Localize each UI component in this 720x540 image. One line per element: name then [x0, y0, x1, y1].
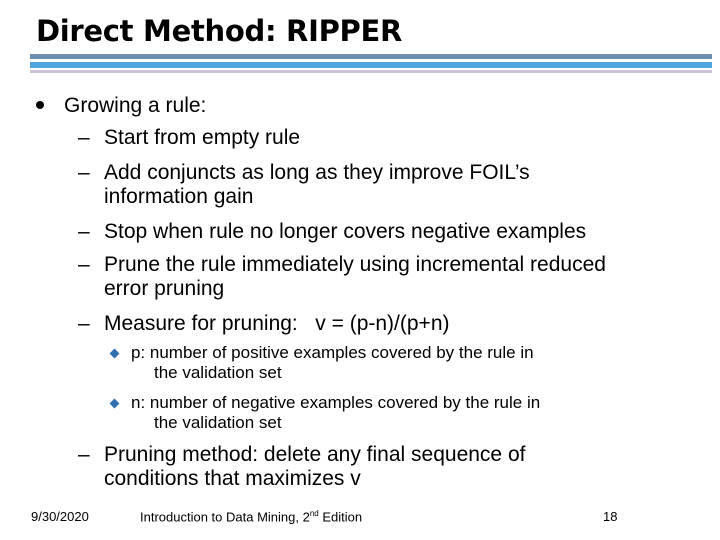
- footer-course-suffix: Edition: [318, 509, 363, 525]
- bullet-text: Growing a rule:: [64, 94, 207, 117]
- bullet-dot-icon: [36, 101, 44, 109]
- level3-item-p: [131, 343, 534, 383]
- title-rule-top: [30, 54, 712, 59]
- footer-course: [140, 509, 362, 524]
- footer-page-number: 18: [603, 509, 618, 524]
- sub-bullet-6: [78, 443, 698, 491]
- level3-text-cont: the validation set: [154, 413, 282, 432]
- title-rule-bottom: [30, 70, 712, 73]
- dash-icon: –: [78, 253, 90, 276]
- sub-bullet-text: Measure for pruning: v = (p-n)/(p+n): [104, 312, 450, 335]
- title-rule-middle: [30, 62, 712, 68]
- level3-text: p: number of positive examples covered by the rule in: [131, 343, 534, 362]
- sub-bullet-3: [78, 220, 698, 244]
- diamond-bullet-icon: [110, 399, 120, 409]
- level3-text: n: number of negative examples covered by the rule in: [131, 393, 541, 412]
- sub-bullet-1: [78, 126, 698, 150]
- footer-course-sup: nd: [309, 509, 319, 518]
- sub-bullet-5: [78, 312, 698, 336]
- sub-bullet-4: [78, 253, 698, 301]
- sub-bullet-text-cont: conditions that maximizes v: [104, 467, 361, 490]
- sub-bullet-text: Add conjuncts as long as they improve FOIL’s: [104, 161, 530, 184]
- sub-bullet-text-cont: information gain: [104, 185, 254, 208]
- footer-course-prefix: Introduction to Data Mining, 2: [140, 509, 310, 525]
- sub-bullet-text: Prune the rule immediately using incremental reduced: [104, 253, 606, 276]
- sub-bullet-text: Pruning method: delete any final sequence of: [104, 443, 526, 466]
- sub-bullet-text-cont: error pruning: [104, 277, 225, 300]
- footer-date: 9/30/2020: [31, 509, 89, 524]
- level3-item-n: [131, 393, 540, 433]
- dash-icon: –: [78, 161, 90, 184]
- dash-icon: –: [78, 126, 90, 149]
- dash-icon: –: [78, 443, 90, 466]
- level3-text-cont: the validation set: [154, 363, 282, 382]
- diamond-bullet-icon: [110, 349, 120, 359]
- sub-bullet-text: Start from empty rule: [104, 126, 301, 149]
- slide-title: Direct Method: RIPPER: [36, 14, 403, 48]
- dash-icon: –: [78, 220, 90, 243]
- sub-bullet-text: Stop when rule no longer covers negative examples: [104, 220, 587, 243]
- sub-bullet-2: [78, 161, 698, 209]
- dash-icon: –: [78, 312, 90, 335]
